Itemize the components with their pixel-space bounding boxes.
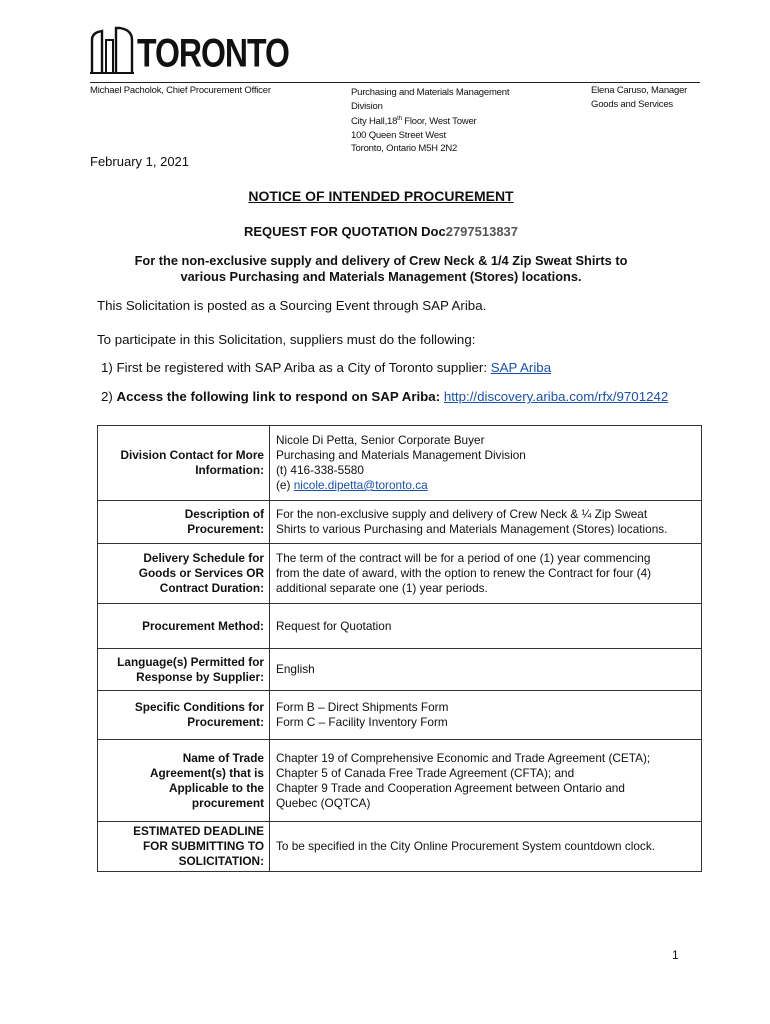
sap-ariba-link[interactable]: SAP Ariba (490, 360, 552, 375)
label-line: Specific Conditions for (134, 700, 264, 714)
rfq-document-number: 2797513837 (445, 224, 519, 239)
row-value (270, 501, 702, 544)
row-label: Procurement Method: (98, 604, 270, 649)
label-line: Description of (184, 507, 264, 521)
row-value: English (270, 649, 702, 691)
label-line: ESTIMATED DEADLINE (133, 824, 264, 838)
contact-email-link[interactable]: nicole.dipetta@toronto.ca (293, 478, 428, 492)
contact-phone: (t) 416-338-5580 (276, 463, 364, 477)
label-line: Contract Duration: (159, 581, 264, 595)
label-line: Procurement: (187, 522, 264, 536)
contact-name: Nicole Di Petta, Senior Corporate Buyer (276, 433, 485, 447)
rfq-label: REQUEST FOR QUOTATION Doc (243, 224, 446, 239)
logo-wordmark: TORONTO (137, 30, 289, 76)
header-chief-officer: Michael Pacholok, Chief Procurement Officer (90, 85, 271, 96)
value-line: Chapter 9 Trade and Cooperation Agreement between Ontario and (276, 780, 625, 795)
participation-intro: To participate in this Solicitation, suppliers must do the following: (97, 332, 476, 347)
row-label (98, 691, 270, 740)
value-line: Chapter 5 of Canada Free Trade Agreement (CFTA); and (276, 765, 575, 780)
label-line: Response by Supplier: (136, 669, 264, 684)
label-line: Agreement(s) that is (149, 765, 264, 780)
table-row (98, 604, 702, 649)
ariba-rfx-link[interactable]: http://discovery.ariba.com/rfx/9701242 (443, 389, 669, 404)
row-value (270, 426, 702, 501)
header-manager (591, 84, 706, 111)
contact-division: Purchasing and Materials Management Division (276, 448, 526, 462)
document-date: February 1, 2021 (90, 154, 190, 169)
address-line (351, 113, 551, 129)
row-label (98, 822, 270, 872)
row-label (98, 501, 270, 544)
page-number: 1 (672, 948, 679, 962)
label-line: Procurement: (187, 715, 264, 729)
row-label (98, 544, 270, 604)
sourcing-event-note: This Solicitation is posted as a Sourcing Event through SAP Ariba. (97, 298, 487, 313)
value-line: additional separate one (1) year periods. (276, 581, 488, 595)
row-value: To be specified in the City Online Procurement System countdown clock. (270, 822, 702, 872)
city-hall-icon (90, 26, 134, 74)
address-line: Purchasing and Materials Management (351, 87, 510, 98)
subtitle-line: various Purchasing and Materials Management (Stores) locations. (180, 269, 582, 284)
table-row (98, 822, 702, 872)
procurement-subtitle (110, 253, 652, 285)
table-row (98, 544, 702, 604)
value-line: The term of the contract will be for a period of one (1) year commencing (276, 551, 651, 565)
label-line: Goods or Services OR (138, 566, 264, 580)
label-line: SOLICITATION: (178, 854, 264, 868)
row-value (270, 544, 702, 604)
row-label (98, 649, 270, 691)
contact-email-line (276, 478, 696, 493)
value-line: Form B – Direct Shipments Form (276, 700, 449, 714)
address-text: Floor, West Tower (401, 116, 477, 128)
label-line: Applicable to the (168, 780, 264, 795)
manager-name: Elena Caruso, Manager (591, 85, 688, 96)
label-line: FOR SUBMITTING TO (142, 839, 264, 853)
table-row (98, 649, 702, 691)
address-text: City Hall,18 (351, 116, 398, 128)
table-row (98, 501, 702, 544)
value-line: Chapter 19 of Comprehensive Economic and Trade Agreement (CETA); (276, 750, 651, 765)
table-row (98, 740, 702, 822)
manager-unit: Goods and Services (591, 98, 673, 110)
header-division-address (351, 86, 551, 156)
procurement-details-table (97, 425, 702, 872)
city-of-toronto-logo (90, 26, 289, 74)
step-label: Access the following link to respond on SAP Ariba: (116, 389, 441, 404)
address-line: Division (351, 100, 383, 112)
table-row (98, 426, 702, 501)
label-line: procurement (191, 795, 264, 810)
address-line: Toronto, Ontario M5H 2N2 (351, 143, 458, 155)
subtitle-line: For the non-exclusive supply and delivery of Crew Neck & 1/4 Zip Sweat Shirts to (134, 253, 628, 268)
value-line: Quebec (OQTCA) (276, 795, 371, 810)
row-label (98, 426, 270, 501)
value-line: Form C – Facility Inventory Form (276, 715, 448, 729)
label-line: Information: (195, 463, 264, 477)
rfq-heading (0, 224, 762, 239)
row-value: Request for Quotation (270, 604, 702, 649)
value-line: For the non-exclusive supply and delivery of Crew Neck & ¼ Zip Sweat (276, 507, 648, 521)
step-access-link (101, 389, 668, 404)
email-prefix: (e) (276, 478, 294, 492)
value-line: from the date of award, with the option to renew the Contract for four (4) (276, 566, 652, 580)
table-row (98, 691, 702, 740)
label-line: Delivery Schedule for (143, 551, 264, 565)
step-text: 1) First be registered with SAP Ariba as a City of Toronto supplier: (101, 360, 491, 375)
value-line: Shirts to various Purchasing and Materials Management (Stores) locations. (276, 522, 668, 536)
row-value (270, 691, 702, 740)
ordinal-suffix: th (397, 116, 402, 122)
step-number: 2) (101, 389, 117, 404)
label-line: Division Contact for More (120, 448, 264, 462)
row-value (270, 740, 702, 822)
address-line: 100 Queen Street West (351, 129, 446, 141)
notice-title: NOTICE OF INTENDED PROCUREMENT (248, 188, 514, 204)
step-register (101, 360, 551, 375)
label-line: Name of Trade (182, 750, 264, 765)
header-rule (90, 82, 700, 83)
row-label (98, 740, 270, 822)
label-line: Language(s) Permitted for (117, 654, 264, 669)
